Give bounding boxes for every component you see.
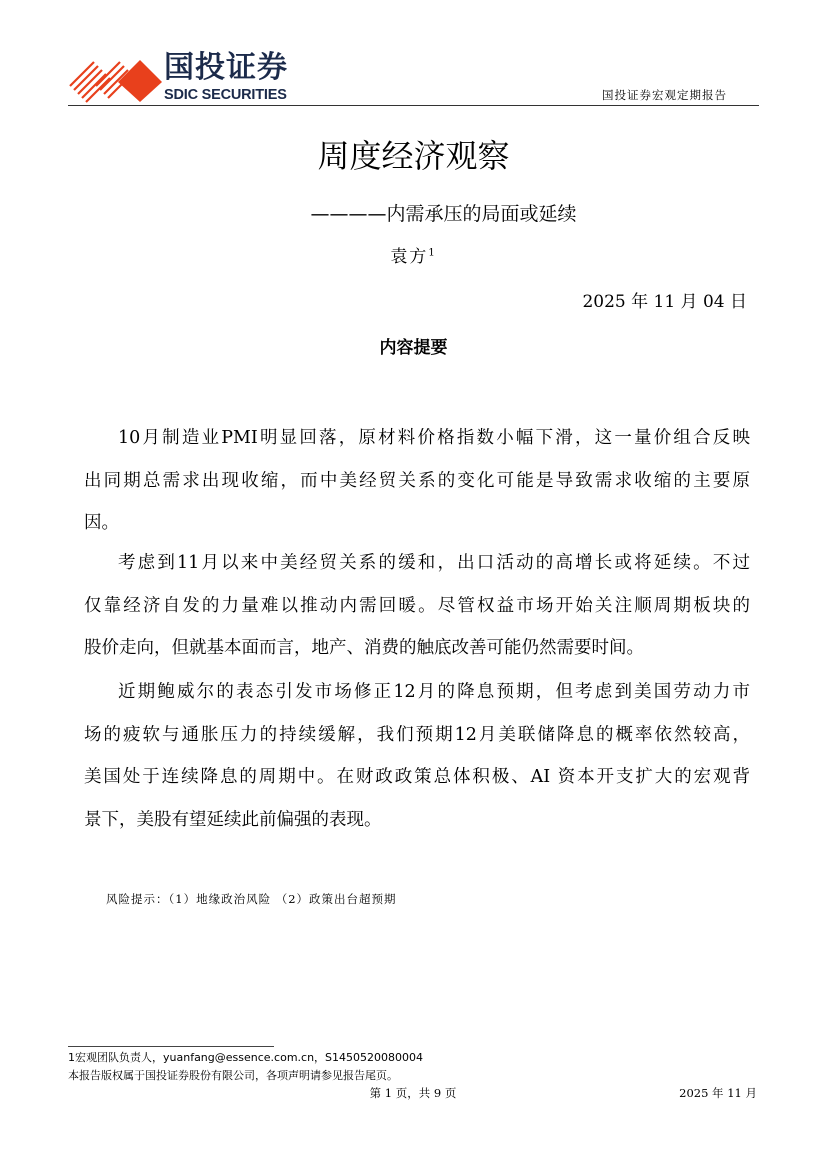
footnote: 1宏观团队负责人，yuanfang@essence.com.cn，S1450520080004 [68,1051,424,1064]
page-number: 第 1 页，共 9 页 [369,1086,457,1100]
risk-warning: 风险提示：（1）地缘政治风险 （2）政策出台超预期 [106,892,397,906]
text-line: 景下，美股有望延续此前偏强的表现。 [84,809,382,830]
text-line: 股价走向，但就基本面而言，地产、消费的触底改善可能仍然需要时间。 [84,638,644,658]
paragraph [84,671,750,841]
text-line: 美国处于连续降息的周期中。在财政政策总体积极、AI 资本开支扩大的宏观背 [84,767,750,787]
author [0,246,827,268]
text-line: 因。 [84,513,119,533]
logo-text-cn: 国投证券 [164,50,288,85]
text-line: 考虑到11月以来中美经贸关系的缓和，出口活动的高增长或将延续。不过 [118,553,750,573]
text-line: 场的疲软与通胀压力的持续缓解，我们预期12月美联储降息的概率依然较高， [84,724,750,745]
author-name: 袁方 [390,247,429,267]
sdic-logo [68,50,298,104]
text-line: 仅靠经济自发的力量难以推动内需回暖。尽管权益市场开始关注顺周期板块的 [84,595,750,616]
footer-date: 2025 年 11 月 [679,1086,757,1100]
page-title: 周度经济观察 [317,137,510,175]
report-date: 2025 年 11 月 04 日 [582,292,747,312]
paragraph [84,542,750,670]
copyright-notice: 本报告版权属于国投证券股份有限公司，各项声明请参见报告尾页。 [68,1069,398,1082]
text-line: 出同期总需求出现收缩，而中美经贸关系的变化可能是导致需求收缩的主要原 [84,470,750,491]
summary-heading: 内容提要 [379,338,448,358]
text-line: 10月制造业PMI明显回落，原材料价格指数小幅下滑，这一量价组合反映 [118,428,750,448]
report-series: 国投证券宏观定期报告 [602,88,727,102]
paragraph [84,417,750,545]
header-divider [68,105,759,106]
logo-mark-icon [68,56,164,104]
page-subtitle: ————内需承压的局面或延续 [310,203,577,225]
text-line: 近期鲍威尔的表态引发市场修正12月的降息预期，但考虑到美国劳动力市 [118,682,750,702]
footnote-divider [68,1046,274,1047]
author-footnote-ref: 1 [428,247,437,259]
logo-text-en: SDIC SECURITIES [164,87,287,103]
